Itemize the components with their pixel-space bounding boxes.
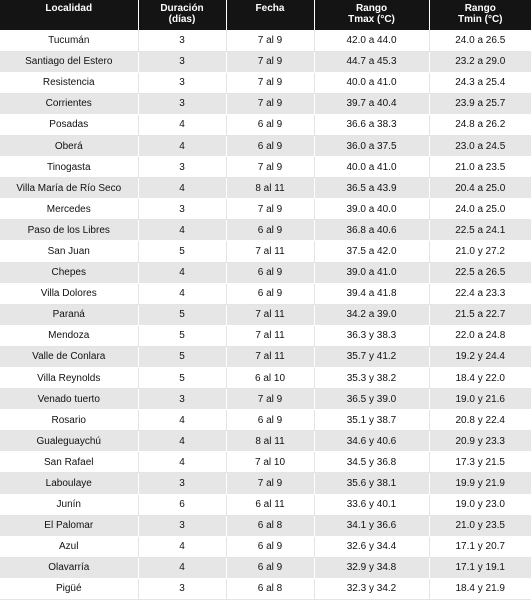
cell-duracion: 4 [138, 410, 226, 431]
cell-duracion: 3 [138, 30, 226, 51]
header-localidad: Localidad [0, 0, 138, 30]
cell-tmin: 22.0 a 24.8 [429, 325, 531, 346]
cell-tmin: 23.9 a 25.7 [429, 93, 531, 114]
table-row [0, 241, 531, 262]
table-row [0, 72, 531, 93]
cell-fecha: 7 al 9 [226, 389, 314, 410]
cell-localidad: Tinogasta [0, 157, 138, 178]
cell-tmax: 32.3 y 34.2 [314, 578, 429, 599]
cell-duracion: 4 [138, 536, 226, 557]
cell-fecha: 6 al 9 [226, 557, 314, 578]
cell-tmin: 23.2 a 29.0 [429, 51, 531, 72]
cell-tmax: 35.1 y 38.7 [314, 410, 429, 431]
table-row [0, 578, 531, 599]
cell-localidad: Chepes [0, 262, 138, 283]
cell-fecha: 6 al 9 [226, 262, 314, 283]
table-row [0, 199, 531, 220]
cell-localidad: Posadas [0, 114, 138, 135]
table-row [0, 536, 531, 557]
cell-duracion: 5 [138, 346, 226, 367]
cell-localidad: Paraná [0, 304, 138, 325]
cell-tmin: 24.8 a 26.2 [429, 114, 531, 135]
cell-tmax: 34.6 y 40.6 [314, 431, 429, 452]
cell-duracion: 4 [138, 557, 226, 578]
cell-fecha: 7 al 11 [226, 304, 314, 325]
cell-tmax: 32.6 y 34.4 [314, 536, 429, 557]
cell-duracion: 4 [138, 220, 226, 241]
cell-tmax: 36.5 y 39.0 [314, 389, 429, 410]
cell-fecha: 7 al 9 [226, 473, 314, 494]
cell-tmax: 34.2 a 39.0 [314, 304, 429, 325]
cell-tmax: 36.6 a 38.3 [314, 114, 429, 135]
table-row [0, 389, 531, 410]
cell-fecha: 7 al 9 [226, 30, 314, 51]
cell-localidad: Venado tuerto [0, 389, 138, 410]
cell-localidad: Gualeguaychú [0, 431, 138, 452]
table-row [0, 494, 531, 515]
cell-tmax: 40.0 a 41.0 [314, 157, 429, 178]
cell-tmax: 39.0 a 40.0 [314, 199, 429, 220]
cell-localidad: Mendoza [0, 325, 138, 346]
cell-fecha: 7 al 10 [226, 452, 314, 473]
table-row [0, 452, 531, 473]
cell-tmin: 19.9 y 21.9 [429, 473, 531, 494]
header-fecha: Fecha [226, 0, 314, 30]
cell-tmax: 36.0 a 37.5 [314, 135, 429, 156]
cell-localidad: Junín [0, 494, 138, 515]
cell-tmax: 39.0 a 41.0 [314, 262, 429, 283]
cell-tmax: 36.8 a 40.6 [314, 220, 429, 241]
cell-duracion: 4 [138, 283, 226, 304]
cell-duracion: 5 [138, 304, 226, 325]
table-row [0, 114, 531, 135]
cell-fecha: 6 al 8 [226, 578, 314, 599]
cell-localidad: Corrientes [0, 93, 138, 114]
table-row [0, 431, 531, 452]
cell-tmin: 21.5 a 22.7 [429, 304, 531, 325]
cell-duracion: 3 [138, 578, 226, 599]
cell-localidad: Pigüé [0, 578, 138, 599]
cell-fecha: 6 al 9 [226, 283, 314, 304]
cell-fecha: 7 al 11 [226, 325, 314, 346]
cell-duracion: 4 [138, 135, 226, 156]
cell-fecha: 8 al 11 [226, 431, 314, 452]
cell-fecha: 7 al 9 [226, 72, 314, 93]
cell-tmin: 21.0 y 23.5 [429, 515, 531, 536]
table-row [0, 368, 531, 389]
cell-tmin: 24.0 a 25.0 [429, 199, 531, 220]
cell-fecha: 6 al 10 [226, 368, 314, 389]
cell-duracion: 3 [138, 157, 226, 178]
cell-fecha: 7 al 11 [226, 241, 314, 262]
cell-duracion: 4 [138, 178, 226, 199]
cell-tmax: 35.6 y 38.1 [314, 473, 429, 494]
cell-fecha: 7 al 9 [226, 157, 314, 178]
table-row [0, 325, 531, 346]
cell-fecha: 6 al 11 [226, 494, 314, 515]
cell-tmin: 22.5 a 26.5 [429, 262, 531, 283]
header-rango-tmax: Rango Tmax (°C) [314, 0, 429, 30]
cell-duracion: 6 [138, 494, 226, 515]
table-row [0, 304, 531, 325]
cell-tmin: 20.4 a 25.0 [429, 178, 531, 199]
table-row [0, 473, 531, 494]
cell-tmax: 36.5 a 43.9 [314, 178, 429, 199]
cell-tmin: 17.1 y 20.7 [429, 536, 531, 557]
table-row [0, 557, 531, 578]
cell-fecha: 6 al 9 [226, 114, 314, 135]
cell-localidad: San Rafael [0, 452, 138, 473]
cell-localidad: Santiago del Estero [0, 51, 138, 72]
cell-fecha: 7 al 9 [226, 93, 314, 114]
cell-tmin: 24.0 a 26.5 [429, 30, 531, 51]
table-row [0, 157, 531, 178]
cell-localidad: Rosario [0, 410, 138, 431]
cell-tmin: 19.0 y 21.6 [429, 389, 531, 410]
cell-fecha: 6 al 9 [226, 135, 314, 156]
cell-localidad: Villa Dolores [0, 283, 138, 304]
cell-duracion: 3 [138, 389, 226, 410]
cell-duracion: 3 [138, 199, 226, 220]
table-row [0, 178, 531, 199]
cell-tmin: 22.5 a 24.1 [429, 220, 531, 241]
table-body [0, 30, 531, 600]
cell-localidad: Laboulaye [0, 473, 138, 494]
cell-fecha: 6 al 9 [226, 410, 314, 431]
table-row [0, 135, 531, 156]
table-row [0, 262, 531, 283]
table-row [0, 283, 531, 304]
cell-localidad: Paso de los Libres [0, 220, 138, 241]
cell-tmin: 18.4 y 22.0 [429, 368, 531, 389]
cell-tmax: 36.3 y 38.3 [314, 325, 429, 346]
cell-fecha: 6 al 9 [226, 536, 314, 557]
header-row [0, 0, 531, 30]
cell-duracion: 4 [138, 452, 226, 473]
cell-duracion: 4 [138, 431, 226, 452]
cell-duracion: 4 [138, 262, 226, 283]
cell-tmin: 23.0 a 24.5 [429, 135, 531, 156]
cell-duracion: 3 [138, 93, 226, 114]
cell-localidad: El Palomar [0, 515, 138, 536]
cell-tmin: 22.4 a 23.3 [429, 283, 531, 304]
cell-duracion: 3 [138, 72, 226, 93]
cell-tmax: 32.9 y 34.8 [314, 557, 429, 578]
cell-tmax: 40.0 a 41.0 [314, 72, 429, 93]
table-row [0, 410, 531, 431]
cell-tmax: 33.6 y 40.1 [314, 494, 429, 515]
header-duracion: Duración (días) [138, 0, 226, 30]
cell-localidad: Tucumán [0, 30, 138, 51]
cell-fecha: 7 al 11 [226, 346, 314, 367]
cell-duracion: 5 [138, 368, 226, 389]
table-row [0, 30, 531, 51]
table-row [0, 220, 531, 241]
cell-localidad: San Juan [0, 241, 138, 262]
cell-tmin: 19.2 y 24.4 [429, 346, 531, 367]
cell-duracion: 4 [138, 114, 226, 135]
cell-localidad: Mercedes [0, 199, 138, 220]
cell-fecha: 8 al 11 [226, 178, 314, 199]
cell-tmax: 34.5 y 36.8 [314, 452, 429, 473]
cell-tmin: 18.4 y 21.9 [429, 578, 531, 599]
cell-localidad: Villa María de Río Seco [0, 178, 138, 199]
cell-duracion: 3 [138, 515, 226, 536]
cell-localidad: Olavarría [0, 557, 138, 578]
cell-tmin: 20.8 y 22.4 [429, 410, 531, 431]
header-rango-tmin: Rango Tmin (°C) [457, 3, 503, 25]
table-row [0, 51, 531, 72]
table-row [0, 515, 531, 536]
cell-tmin: 24.3 a 25.4 [429, 72, 531, 93]
cell-tmax: 34.1 y 36.6 [314, 515, 429, 536]
cell-tmax: 42.0 a 44.0 [314, 30, 429, 51]
table-row [0, 346, 531, 367]
cell-duracion: 5 [138, 325, 226, 346]
cell-tmin: 21.0 y 27.2 [429, 241, 531, 262]
cell-tmax: 35.7 y 41.2 [314, 346, 429, 367]
cell-tmin: 17.1 y 19.1 [429, 557, 531, 578]
cell-tmin: 21.0 a 23.5 [429, 157, 531, 178]
cell-duracion: 3 [138, 473, 226, 494]
cell-tmax: 39.7 a 40.4 [314, 93, 429, 114]
cell-localidad: Villa Reynolds [0, 368, 138, 389]
cell-localidad: Valle de Conlara [0, 346, 138, 367]
cell-tmax: 37.5 a 42.0 [314, 241, 429, 262]
cell-fecha: 6 al 9 [226, 220, 314, 241]
cell-localidad: Resistencia [0, 72, 138, 93]
cell-fecha: 6 al 8 [226, 515, 314, 536]
cell-localidad: Oberá [0, 135, 138, 156]
cell-localidad: Azul [0, 536, 138, 557]
table-row [0, 93, 531, 114]
cell-duracion: 3 [138, 51, 226, 72]
cell-tmin: 20.9 y 23.3 [429, 431, 531, 452]
cell-tmin: 19.0 y 23.0 [429, 494, 531, 515]
cell-tmin: 17.3 y 21.5 [429, 452, 531, 473]
cell-fecha: 7 al 9 [226, 199, 314, 220]
cell-tmax: 35.3 y 38.2 [314, 368, 429, 389]
cell-tmax: 44.7 a 45.3 [314, 51, 429, 72]
cell-duracion: 5 [138, 241, 226, 262]
cell-fecha: 7 al 9 [226, 51, 314, 72]
cell-tmax: 39.4 a 41.8 [314, 283, 429, 304]
